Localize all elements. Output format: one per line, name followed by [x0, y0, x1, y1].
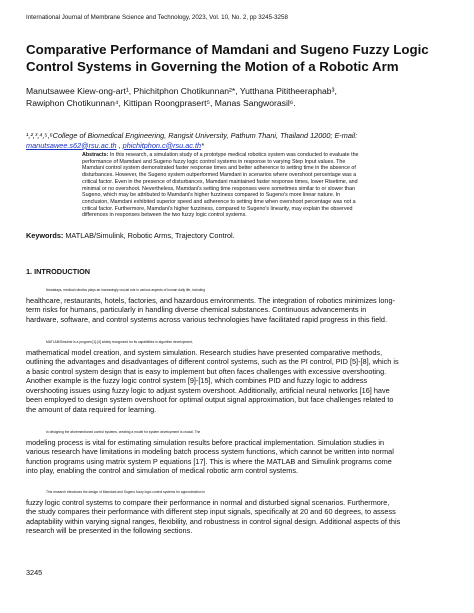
paragraph: [26, 428, 452, 476]
section-heading: 1. INTRODUCTION: [26, 267, 91, 276]
paragraph-line: various research have limitations in modeling batch process system functions, which cannot be written into normal: [26, 447, 394, 457]
title-line: Comparative Performance of Mamdani and Sugeno Fuzzy Logic: [26, 42, 429, 57]
email-line: [26, 141, 452, 151]
paragraph-line: outlining the advantages and disadvantages of different control systems, such as the PI control, PID [5]-[8], which is: [26, 357, 399, 367]
paragraph-line: MATLAB/Simulink is a program [1]-[4] widely recognized for its capabilities in algorithm development,: [46, 340, 193, 344]
running-header: International Journal of Membrane Science and Technology, 2023, Vol. 10, No. 2, pp 3245-3258: [26, 14, 288, 21]
page-number: 3245: [26, 568, 43, 577]
abstract-line: Sugeno, which may be attributed to Mamdani's higher fuzziness compared to Sugeno's more linear nature. In: [82, 192, 341, 199]
paragraph-line: into play, enabling the control and simulation of medical robotic arm control systems.: [26, 466, 299, 476]
paragraph-line: In designing the aforementioned control systems, creating a model for system development is crucial. The: [46, 430, 201, 434]
paragraph: [26, 338, 452, 414]
abstract-line: conclusion, Mamdani exhibited superior speed and adherence to setting time when overshoot percentage was not a: [82, 198, 356, 205]
paragraph-line: Nowadays, medical robotics plays an increasingly crucial role in various aspects of human daily life, including: [46, 288, 206, 292]
paragraph-line: been employed to design system overshoot for optimal output signal approximation, but face challenges related to: [26, 395, 394, 405]
keywords-text: MATLAB/Simulink, Robotic Arms, Trajectory Control.: [63, 231, 235, 240]
abstract-line: minimal or no overshoot. Nevertheless, Mamdani's setting time responses were sometimes similar to or slower than: [82, 185, 356, 192]
paragraph: [26, 286, 452, 324]
paragraph-line: a basic control system design that is easy to implement but often faces challenges with excessive overshooting.: [26, 366, 387, 376]
paragraph-line: term risks for humans, particularly in handling diverse chemical substances. Continuous advancements in: [26, 305, 367, 315]
keywords: [26, 231, 452, 240]
email-separator: ,: [116, 140, 123, 150]
paragraph-line: fuzzy logic control systems to compare their performance in normal and disturbed signal scenarios. Furthermore,: [26, 497, 390, 507]
paragraph-line: Another example is the fuzzy logic control system [9]-[15], which combines PID and fuzzy logic to address: [26, 376, 368, 386]
abstract-line: Mamdani control system demonstrated faster response times and better adherence to setting time in the absence of: [82, 165, 356, 172]
paragraph-line: hardware, software, and control systems across various technologies have facilitated rapid progress in this field.: [26, 314, 387, 324]
abstract-line: [82, 152, 418, 159]
paragraph-line: overshooting issues using fuzzy logic to adjust system overshoot. Additionally, artificial neural networks [16] have: [26, 385, 390, 395]
paragraph-line: modeling process is vital for estimating simulation results before practical implementation. Simulation studies in: [26, 437, 385, 447]
paper-title: [26, 41, 452, 75]
affiliation-line: ¹,²,³,⁴,⁵,⁶College of Biomedical Engineering, Rangsit University, Pathum Thani, Thailand 12000; E-mail:: [26, 131, 358, 140]
abstract-text: In this research, a simulation study of a prototype medical robotics system was conducted to evaluate the: [108, 152, 359, 158]
abstract-line: critical factor. Furthermore, Mamdani's higher fuzziness, compared to Sugeno's linearity, may explain the observed: [82, 205, 353, 212]
corresponding-mark: *: [201, 140, 204, 150]
author-line: Manutsawee Kiew-ong-art¹, Phichitphon Chotikunnan²*, Yutthana Pititheeraphab³,: [26, 86, 337, 96]
email-link[interactable]: manutsawee.s62@rsu.ac.th: [26, 140, 117, 150]
abstract-line: critical factor. Even in the presence of disturbances, Mamdani maintained faster response times, lower Risetime, and: [82, 178, 358, 185]
abstract-label: Abstracts:: [82, 152, 109, 158]
author-line: Rawiphon Chotikunnan⁴, Kittipan Roongprasert⁵, Manas Sangworasil⁶.: [26, 97, 296, 108]
paragraph: [26, 488, 452, 536]
email-link[interactable]: phichitphon.c@rsu.ac.th: [122, 140, 202, 150]
paragraph-line: mathematical model creation, and system simulation. Research studies have presented comparative methods,: [26, 347, 383, 357]
affiliation: [26, 131, 452, 150]
paragraph-line: healthcare, restaurants, hotels, factories, and hazardous environments. The integration of robotics minimizes long-: [26, 295, 395, 305]
paragraph-line: research will be presented in the following sections.: [26, 526, 193, 536]
abstract: [82, 152, 418, 219]
paragraph-line: the study compares their performance with different step input signals, specifically at 20 and 60 degrees, to assess: [26, 507, 396, 517]
abstract-line: disturbances. However, the Sugeno system outperformed Mamdani in scenarios where overshoot percentage was a: [82, 172, 357, 179]
abstract-line: performance of Mamdani and Sugeno fuzzy logic control systems in response to varying Step Input values. The: [82, 158, 346, 165]
paragraph-line: function programs using matrix system P equations [17]. This is where the MATLAB and Simulink programs come: [26, 456, 392, 466]
abstract-line: differences in responses between the two fuzzy logic control systems.: [82, 212, 247, 219]
paragraph-line: the amount of data required for learning.: [26, 404, 157, 414]
keywords-label: Keywords:: [26, 231, 64, 240]
title-line: Control Systems in Governing the Motion of a Robotic Arm: [26, 59, 399, 74]
paragraph-line: This research introduces the design of Mamdani and Sugeno fuzzy logic control systems for approximation in: [46, 490, 206, 494]
author-list: [26, 86, 452, 109]
paragraph-line: adaptability within varying signal ranges, flexibility, and robustness in control signal design. Additional aspects of this: [26, 516, 401, 526]
